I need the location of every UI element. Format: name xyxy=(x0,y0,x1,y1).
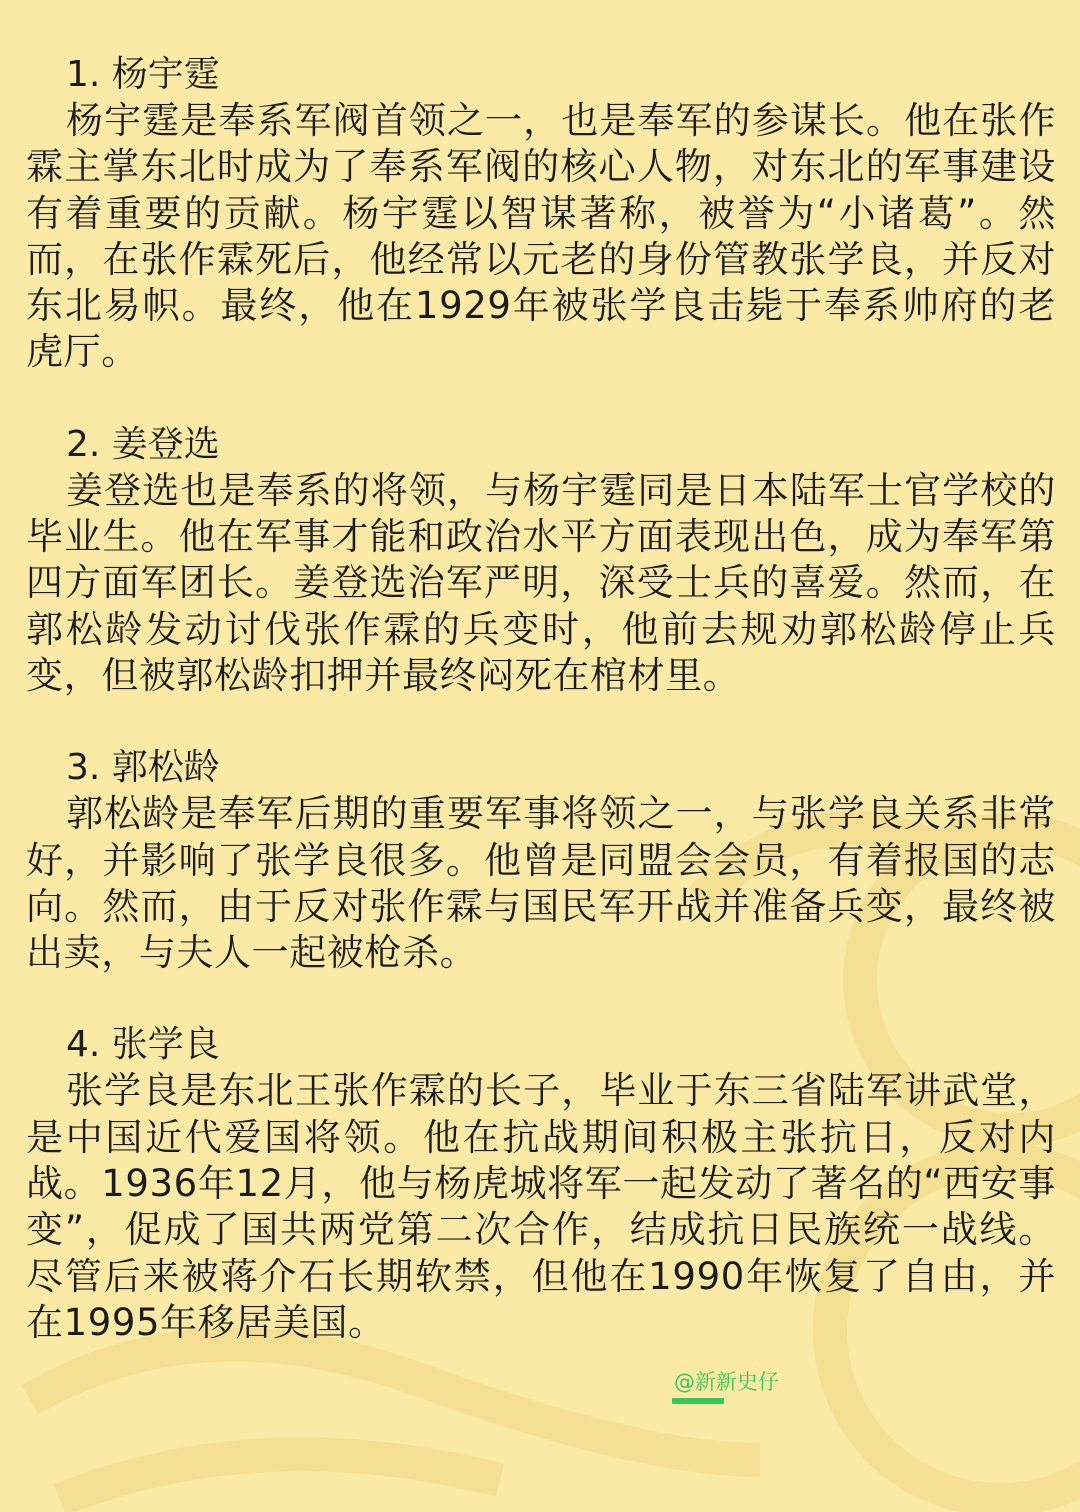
section-zhang-xueliang xyxy=(26,1022,1056,1346)
watermark-logo-bar xyxy=(672,1398,724,1404)
section-guo-songling xyxy=(26,745,1056,976)
section-title: 1. 杨宇霆 xyxy=(66,54,220,95)
section-body: 张学良是东北王张作霖的长子，毕业于东三省陆军讲武堂，是中国近代爱国将领。他在抗战期间积极主张抗日，反对内战。1936年12月，他与杨虎城将军一起发动了著名的“西安事变”，促成了国共两党第二次合作，结成抗日民族统一战线。尽管后来被蒋介石长期软禁，但他在1990年恢复了自由，并在1995年移居美国。 xyxy=(26,1069,1056,1344)
section-body: 杨宇霆是奉系军阀首领之一，也是奉军的参谋长。他在张作霖主掌东北时成为了奉系军阀的核心人物，对东北的军事建设有着重要的贡献。杨宇霆以智谋著称，被誉为“小诸葛”。然而，在张作霖死后，他经常以元老的身份管教张学良，并反对东北易帜。最终，他在1929年被张学良击毙于奉系帅府的老虎厅。 xyxy=(26,99,1056,374)
section-body: 姜登选也是奉系的将领，与杨宇霆同是日本陆军士官学校的毕业生。他在军事才能和政治水平方面表现出色，成为奉军第四方面军团长。姜登选治军严明，深受士兵的喜爱。然而，在郭松龄发动讨伐张作霖的兵变时，他前去规劝郭松龄停止兵变，但被郭松龄扣押并最终闷死在棺材里。 xyxy=(26,468,1056,697)
section-title: 3. 郭松龄 xyxy=(66,747,220,789)
article xyxy=(26,52,1056,1392)
watermark-text: @新新史仔 xyxy=(674,1370,779,1394)
watermark xyxy=(668,1368,778,1408)
section-title: 4. 张学良 xyxy=(66,1024,220,1066)
section-title: 2. 姜登选 xyxy=(66,423,220,465)
section-yang-yuting xyxy=(26,52,1056,376)
section-jiang-dengxuan xyxy=(26,422,1056,699)
section-body: 郭松龄是奉军后期的重要军事将领之一，与张学良关系非常好，并影响了张学良很多。他曾是同盟会会员，有着报国的志向。然而，由于反对张作霖与国民军开战并准备兵变，最终被出卖，与夫人一起被枪杀。 xyxy=(26,792,1056,975)
